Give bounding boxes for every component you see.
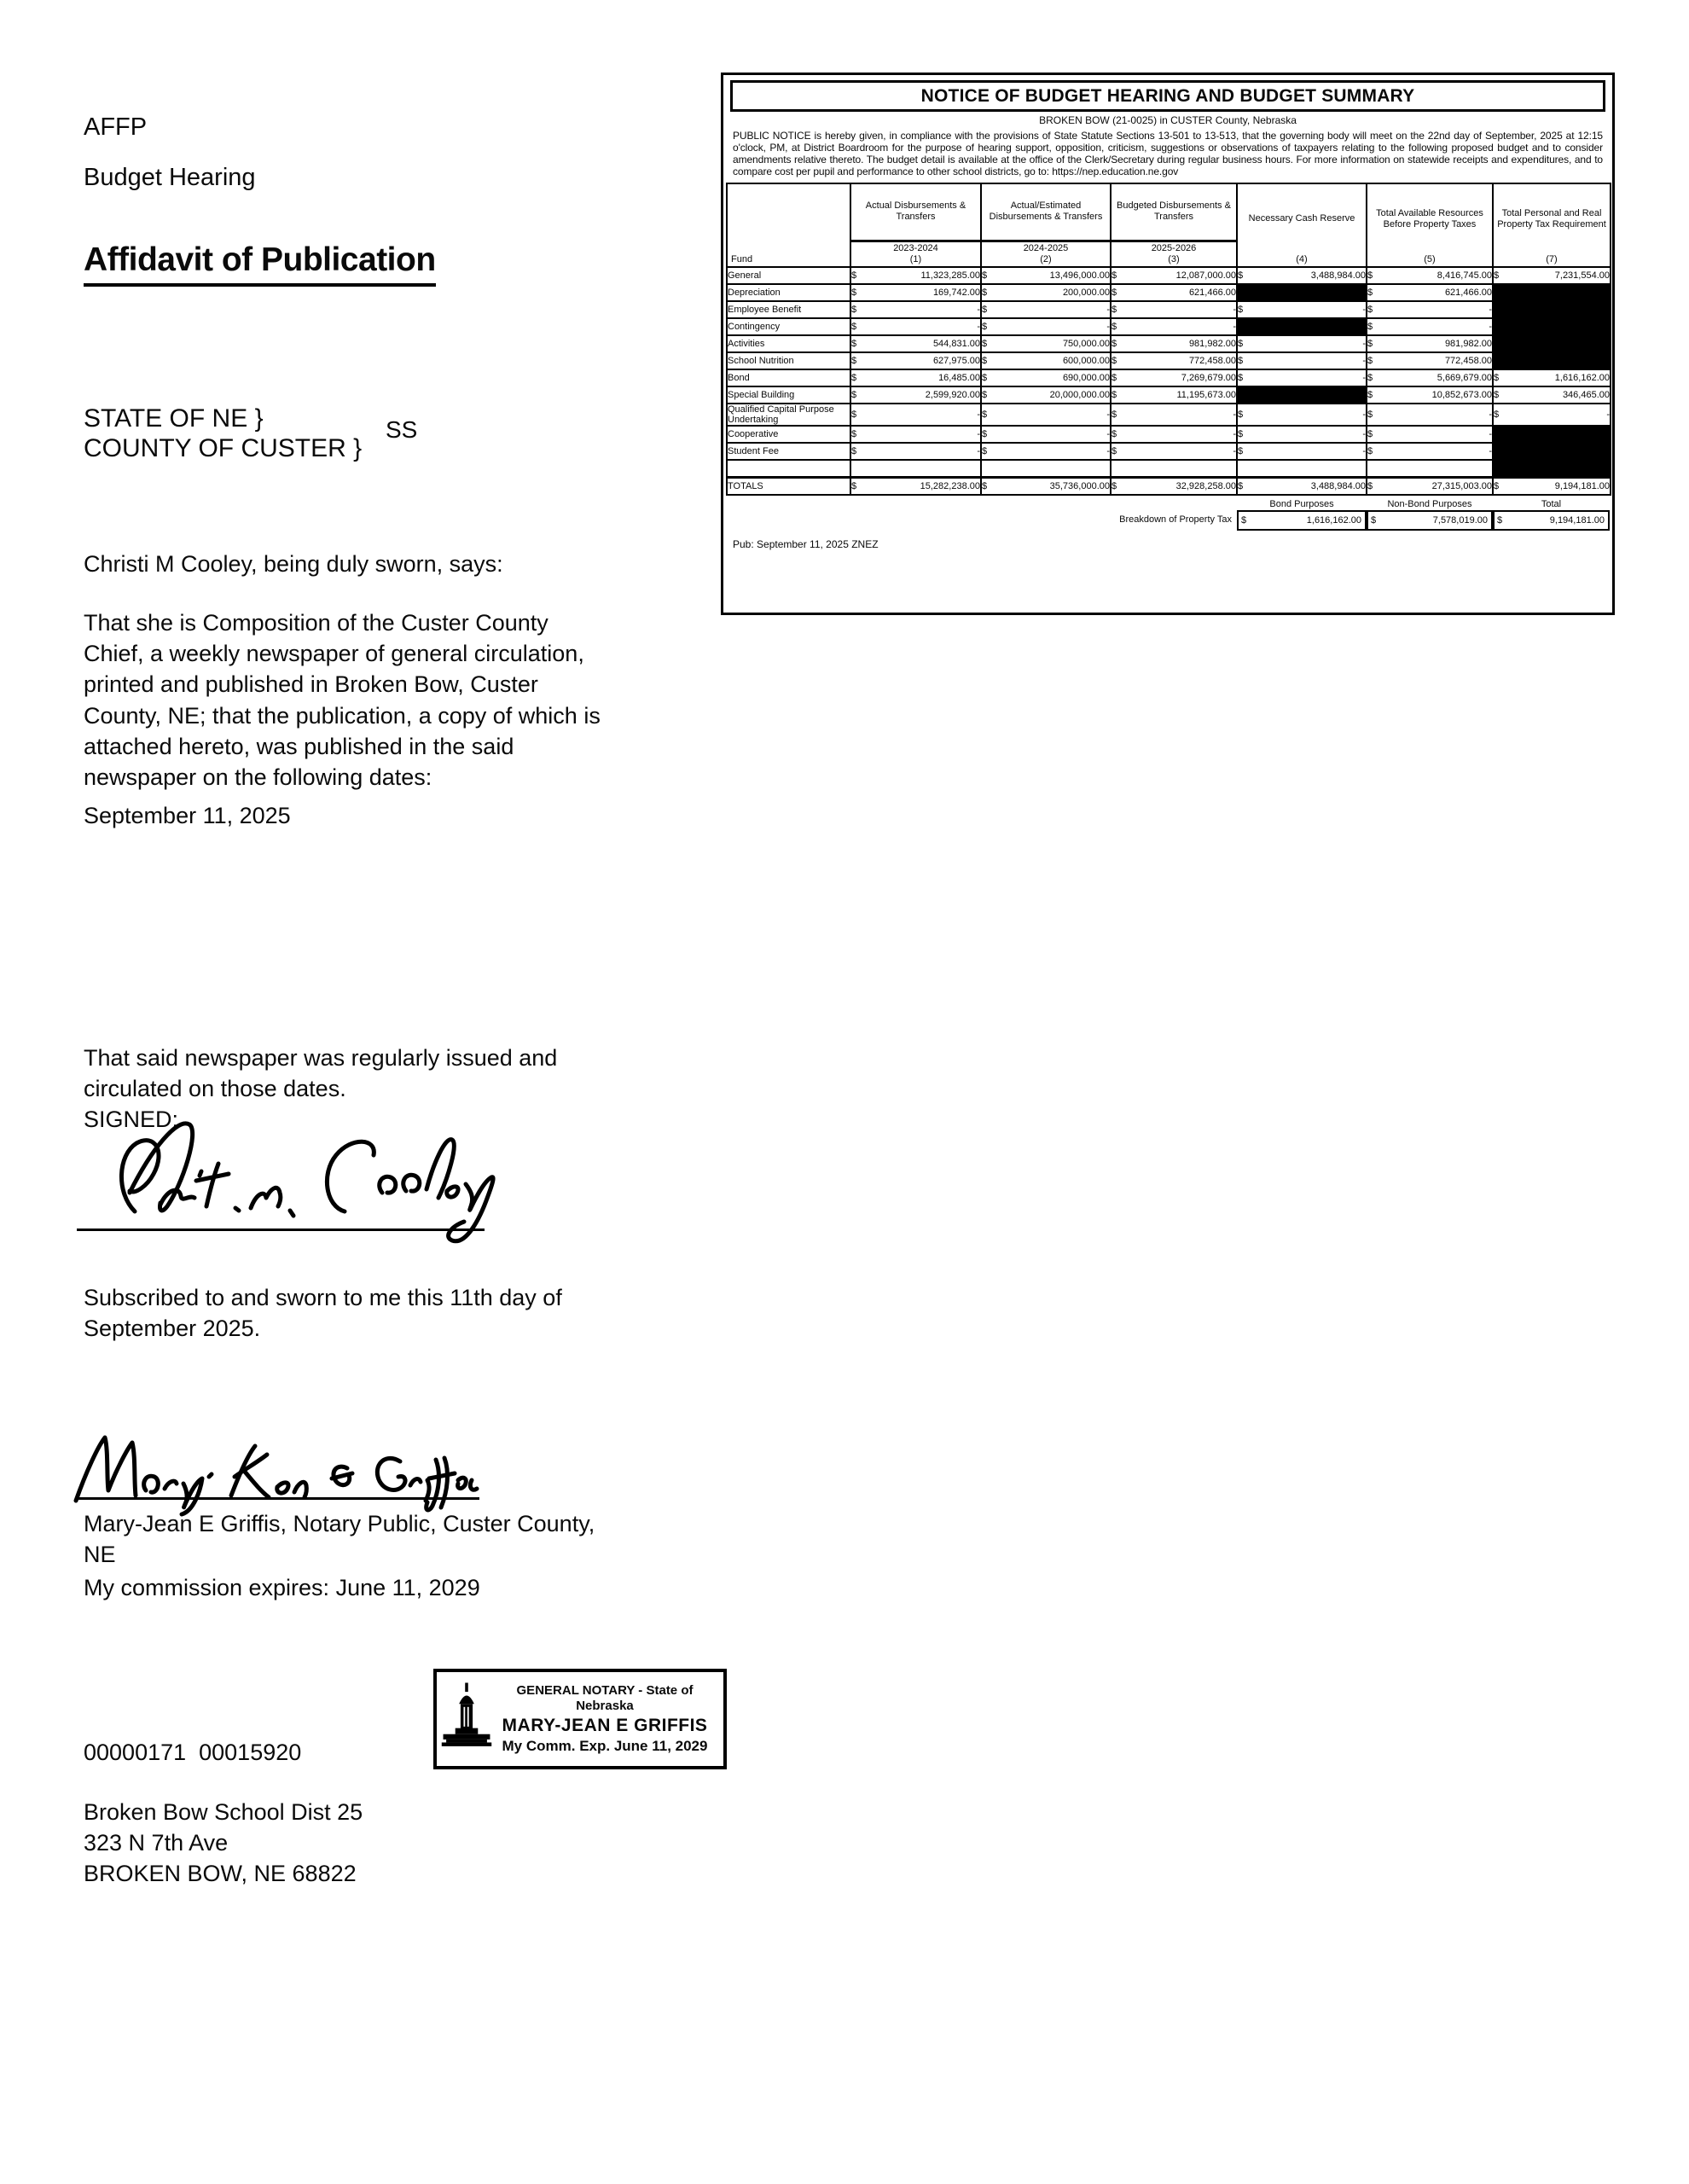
state-line: STATE OF NE } <box>84 404 264 433</box>
table-row <box>727 352 1611 369</box>
amount-cell <box>1367 301 1493 318</box>
amount-cell <box>1493 404 1611 426</box>
amount-value: 32,928,258.00 <box>1175 480 1236 491</box>
col-header-budgeted: Budgeted Disbursements & Transfers 2025-2026 (3) <box>1111 183 1237 267</box>
amount-value: 13,496,000.00 <box>1049 270 1110 281</box>
fund-name-cell: Special Building <box>727 386 850 404</box>
empty-cell <box>1367 460 1493 478</box>
amount-cell <box>850 352 981 369</box>
amount-value: - <box>1362 338 1366 349</box>
amount-value: - <box>1233 321 1236 332</box>
address-line-3: BROKEN BOW, NE 68822 <box>84 1861 357 1887</box>
amount-cell <box>1111 318 1237 335</box>
amount-cell <box>1367 369 1493 386</box>
amount-value: 772,458.00 <box>1444 355 1492 366</box>
currency-symbol: $ <box>1111 355 1117 366</box>
amount-cell <box>1367 404 1493 426</box>
currency-symbol: $ <box>1238 445 1244 456</box>
currency-symbol: $ <box>1238 409 1244 420</box>
signature-mary-jean-griffis <box>64 1412 490 1519</box>
amount-cell <box>1111 267 1237 284</box>
fund-name-cell: Qualified Capital Purpose Undertaking <box>727 404 850 426</box>
currency-symbol: $ <box>851 445 857 456</box>
amount-cell <box>1237 301 1367 318</box>
amount-cell <box>1493 267 1611 284</box>
fund-name-cell: Bond <box>727 369 850 386</box>
amount-cell <box>981 404 1111 426</box>
currency-symbol: $ <box>851 355 857 366</box>
amount-cell <box>1367 284 1493 301</box>
amount-cell <box>1367 267 1493 284</box>
address-line-1: Broken Bow School Dist 25 <box>84 1799 363 1825</box>
subscribed-statement: Subscribed to and sworn to me this 11th day of September 2025. <box>84 1285 562 1342</box>
amount-cell <box>1111 352 1237 369</box>
amount-value: 7,269,679.00 <box>1181 372 1236 383</box>
table-row <box>727 369 1611 386</box>
fund-header-label: Fund <box>731 253 753 264</box>
amount-cell <box>1367 335 1493 352</box>
currency-symbol: $ <box>1367 372 1373 383</box>
amount-value: 11,195,673.00 <box>1176 389 1236 400</box>
amount-value: - <box>1106 304 1110 315</box>
amount-cell <box>1367 352 1493 369</box>
currency-symbol: $ <box>1111 304 1117 315</box>
breakdown-header-total: Total <box>1541 498 1562 509</box>
currency-symbol: $ <box>851 338 857 349</box>
amount-value: 5,669,679.00 <box>1437 372 1492 383</box>
amount-cell <box>850 443 981 460</box>
amount-cell <box>981 318 1111 335</box>
table-row <box>727 318 1611 335</box>
fund-name-cell: Activities <box>727 335 850 352</box>
amount-value: 169,742.00 <box>932 287 980 298</box>
currency-symbol: $ <box>1111 445 1117 456</box>
amount-cell <box>1367 318 1493 335</box>
circulation-statement: That said newspaper was regularly issued and circulated on those dates. <box>84 1045 558 1102</box>
redacted-cell <box>1493 443 1611 460</box>
breakdown-header-nonbond: Non-Bond Purposes <box>1387 498 1472 509</box>
currency-symbol: $ <box>1238 270 1244 281</box>
currency-symbol: $ <box>1367 304 1373 315</box>
currency-symbol: $ <box>982 321 988 332</box>
amount-value: 2,599,920.00 <box>925 389 980 400</box>
amount-value: 16,485.00 <box>938 372 980 383</box>
notice-subtitle: BROKEN BOW (21-0025) in CUSTER County, Nebraska <box>1039 114 1297 126</box>
amount-value: - <box>1106 321 1110 332</box>
fund-name-cell: Cooperative <box>727 426 850 443</box>
venue-block <box>84 404 362 464</box>
amount-value: - <box>1362 428 1366 439</box>
amount-cell <box>1111 335 1237 352</box>
currency-symbol: $ <box>851 389 857 400</box>
property-tax-breakdown <box>726 497 1610 531</box>
amount-value: 3,488,984.00 <box>1310 270 1366 281</box>
table-row <box>727 426 1611 443</box>
amount-value: - <box>1233 304 1236 315</box>
amount-value: 750,000.00 <box>1062 338 1110 349</box>
amount-cell <box>850 426 981 443</box>
empty-cell <box>850 460 981 478</box>
currency-symbol: $ <box>1367 287 1373 298</box>
table-row <box>727 404 1611 426</box>
signature-christi-cooley <box>111 1102 520 1247</box>
amount-value: 8,416,745.00 <box>1437 270 1492 281</box>
currency-symbol: $ <box>982 445 988 456</box>
publisher-address <box>84 1797 606 1890</box>
col-header-total-resources: Total Available Resources Before Property Taxes (5) <box>1367 183 1493 267</box>
currency-symbol: $ <box>1111 270 1117 281</box>
currency-symbol: $ <box>1367 338 1373 349</box>
currency-symbol: $ <box>1111 372 1117 383</box>
ss-label: SS <box>386 416 418 443</box>
stamp-line3: My Comm. Exp. June 11, 2029 <box>502 1738 708 1755</box>
amount-value: 20,000,000.00 <box>1049 389 1110 400</box>
affp-tag: AFFP <box>84 113 148 141</box>
empty-cell <box>981 460 1111 478</box>
amount-cell <box>1111 426 1237 443</box>
currency-symbol: $ <box>1238 428 1244 439</box>
amount-value: - <box>1489 409 1492 420</box>
currency-symbol: $ <box>851 409 857 420</box>
breakdown-value-total: $ 9,194,181.00 <box>1493 510 1610 531</box>
currency-symbol: $ <box>1238 304 1244 315</box>
amount-value: 981,982.00 <box>1444 338 1492 349</box>
currency-symbol: $ <box>982 409 988 420</box>
currency-symbol: $ <box>1367 428 1373 439</box>
amount-cell <box>1493 386 1611 404</box>
amount-cell <box>1237 335 1367 352</box>
currency-symbol: $ <box>851 287 857 298</box>
redacted-cell <box>1493 460 1611 478</box>
amount-cell <box>1367 386 1493 404</box>
amount-value: - <box>977 304 980 315</box>
amount-value: 7,231,554.00 <box>1554 270 1610 281</box>
currency-symbol: $ <box>1367 389 1373 400</box>
amount-value: 772,458.00 <box>1188 355 1236 366</box>
amount-cell <box>850 477 981 495</box>
notary-caption: Mary-Jean E Griffis, Notary Public, Custer County, NE <box>84 1511 595 1568</box>
amount-cell <box>1493 369 1611 386</box>
amount-cell <box>1237 426 1367 443</box>
amount-value: 981,982.00 <box>1188 338 1236 349</box>
affidavit-body-paragraph: That she is Composition of the Custer County Chief, a weekly newspaper of general circulation, printed and published in Broken Bow, Custer County, NE; that the publication, a copy of which is attached hereto, was published in the said newspaper on the following dates: <box>84 610 601 790</box>
redacted-cell <box>1237 318 1367 335</box>
currency-symbol: $ <box>1494 389 1500 400</box>
amount-value: 3,488,984.00 <box>1310 480 1366 491</box>
currency-symbol: $ <box>982 389 988 400</box>
currency-symbol: $ <box>1111 480 1117 491</box>
currency-symbol: $ <box>851 270 857 281</box>
col-header-fund <box>727 183 850 267</box>
amount-value: - <box>1233 445 1236 456</box>
currency-symbol: $ <box>851 321 857 332</box>
fund-name-cell: School Nutrition <box>727 352 850 369</box>
publication-date: September 11, 2025 <box>84 803 291 828</box>
amount-cell <box>1111 284 1237 301</box>
amount-cell <box>981 267 1111 284</box>
amount-value: - <box>1362 372 1366 383</box>
currency-symbol: $ <box>982 480 988 491</box>
amount-value: 1,616,162.00 <box>1554 372 1610 383</box>
amount-value: 11,323,285.00 <box>920 270 980 281</box>
amount-cell <box>1111 369 1237 386</box>
fund-name-cell: Depreciation <box>727 284 850 301</box>
amount-cell <box>1111 301 1237 318</box>
table-row <box>727 335 1611 352</box>
amount-cell <box>1111 477 1237 495</box>
currency-symbol: $ <box>1367 480 1373 491</box>
breakdown-label: Breakdown of Property Tax <box>1119 514 1232 525</box>
amount-cell <box>1237 352 1367 369</box>
amount-cell <box>850 301 981 318</box>
amount-cell <box>850 404 981 426</box>
amount-value: - <box>1362 304 1366 315</box>
amount-cell <box>1237 369 1367 386</box>
amount-value: 621,466.00 <box>1188 287 1236 298</box>
currency-symbol: $ <box>851 372 857 383</box>
amount-value: 200,000.00 <box>1062 287 1110 298</box>
currency-symbol: $ <box>1494 372 1500 383</box>
county-line: COUNTY OF CUSTER } <box>84 434 363 463</box>
currency-symbol: $ <box>1367 321 1373 332</box>
amount-value: - <box>1106 445 1110 456</box>
amount-cell <box>850 267 981 284</box>
table-row <box>727 267 1611 284</box>
amount-cell <box>981 335 1111 352</box>
table-row-spacer <box>727 460 1611 478</box>
breakdown-header-bond: Bond Purposes <box>1269 498 1334 509</box>
table-row <box>727 386 1611 404</box>
budget-table-header-row <box>727 183 1611 267</box>
redacted-cell <box>1493 301 1611 318</box>
signature2-line <box>77 1497 479 1500</box>
amount-cell <box>981 426 1111 443</box>
currency-symbol: $ <box>1111 338 1117 349</box>
amount-cell <box>850 369 981 386</box>
address-line-2: 323 N 7th Ave <box>84 1830 229 1856</box>
notice-title: NOTICE OF BUDGET HEARING AND BUDGET SUMMARY <box>730 80 1605 112</box>
fund-name-cell: Employee Benefit <box>727 301 850 318</box>
empty-cell <box>1111 460 1237 478</box>
budget-summary-table <box>726 183 1611 496</box>
amount-cell <box>981 386 1111 404</box>
amount-value: 346,465.00 <box>1562 389 1610 400</box>
table-row <box>727 443 1611 460</box>
currency-symbol: $ <box>1111 428 1117 439</box>
currency-symbol: $ <box>982 372 988 383</box>
commission-expiration: My commission expires: June 11, 2029 <box>84 1575 480 1600</box>
currency-symbol: $ <box>1494 409 1500 420</box>
redacted-cell <box>1493 335 1611 352</box>
amount-value: - <box>1362 409 1366 420</box>
amount-value: 690,000.00 <box>1062 372 1110 383</box>
currency-symbol: $ <box>1238 338 1244 349</box>
amount-value: 10,852,673.00 <box>1431 389 1492 400</box>
amount-value: - <box>1106 409 1110 420</box>
redacted-cell <box>1493 426 1611 443</box>
breakdown-value-bond: $ 1,616,162.00 <box>1237 510 1367 531</box>
currency-symbol: $ <box>1238 480 1244 491</box>
amount-value: - <box>977 445 980 456</box>
sworn-intro: Christi M Cooley, being duly sworn, says: <box>84 551 503 577</box>
currency-symbol: $ <box>982 304 988 315</box>
amount-cell <box>1111 443 1237 460</box>
amount-cell <box>850 284 981 301</box>
amount-value: - <box>1489 428 1492 439</box>
amount-value: - <box>977 428 980 439</box>
amount-cell <box>1493 477 1611 495</box>
stamp-line1: GENERAL NOTARY - State of Nebraska <box>516 1682 694 1714</box>
table-row-totals <box>727 477 1611 495</box>
redacted-cell <box>1493 284 1611 301</box>
amount-value: 35,736,000.00 <box>1049 480 1110 491</box>
currency-symbol: $ <box>1111 389 1117 400</box>
amount-value: - <box>977 409 980 420</box>
amount-value: 621,466.00 <box>1444 287 1492 298</box>
amount-cell <box>850 335 981 352</box>
amount-value: 544,831.00 <box>932 338 980 349</box>
amount-cell <box>1237 443 1367 460</box>
amount-value: - <box>1489 321 1492 332</box>
amount-value: - <box>1362 355 1366 366</box>
amount-cell <box>850 386 981 404</box>
amount-value: 9,194,181.00 <box>1554 480 1610 491</box>
amount-cell <box>1237 477 1367 495</box>
col-header-cash-reserve: Necessary Cash Reserve (4) <box>1237 183 1367 267</box>
col-header-tax-requirement: Total Personal and Real Property Tax Requirement (7) <box>1493 183 1611 267</box>
amount-value: 12,087,000.00 <box>1175 270 1236 281</box>
amount-cell <box>1367 477 1493 495</box>
fund-name-cell <box>727 460 850 478</box>
amount-cell <box>981 443 1111 460</box>
amount-cell <box>1367 443 1493 460</box>
currency-symbol: $ <box>1494 270 1500 281</box>
amount-cell <box>981 369 1111 386</box>
fund-name-cell: Contingency <box>727 318 850 335</box>
reference-numbers: 00000171 00015920 <box>84 1740 302 1765</box>
amount-value: - <box>1606 409 1610 420</box>
amount-value: - <box>1362 445 1366 456</box>
currency-symbol: $ <box>982 287 988 298</box>
amount-value: 15,282,238.00 <box>920 480 980 491</box>
currency-symbol: $ <box>1367 270 1373 281</box>
currency-symbol: $ <box>1238 372 1244 383</box>
amount-cell <box>1111 404 1237 426</box>
amount-cell <box>1111 386 1237 404</box>
breakdown-value-nonbond: $ 7,578,019.00 <box>1367 510 1493 531</box>
budget-table-body <box>727 267 1611 495</box>
amount-value: - <box>1233 409 1236 420</box>
page-title: Affidavit of Publication <box>84 241 436 287</box>
currency-symbol: $ <box>982 428 988 439</box>
amount-cell <box>981 284 1111 301</box>
budget-notice-clipping <box>721 73 1615 615</box>
amount-cell <box>1237 404 1367 426</box>
amount-value: - <box>1489 445 1492 456</box>
table-row <box>727 301 1611 318</box>
amount-value: 600,000.00 <box>1062 355 1110 366</box>
fund-name-cell: TOTALS <box>727 477 850 495</box>
empty-cell <box>1237 460 1367 478</box>
currency-symbol: $ <box>1238 355 1244 366</box>
currency-symbol: $ <box>1494 480 1500 491</box>
redacted-cell <box>1493 318 1611 335</box>
amount-cell <box>1237 267 1367 284</box>
currency-symbol: $ <box>851 428 857 439</box>
amount-value: - <box>1106 428 1110 439</box>
currency-symbol: $ <box>982 270 988 281</box>
amount-cell <box>981 301 1111 318</box>
amount-value: - <box>1489 304 1492 315</box>
amount-value: 627,975.00 <box>932 355 980 366</box>
amount-cell <box>850 318 981 335</box>
currency-symbol: $ <box>982 355 988 366</box>
currency-symbol: $ <box>982 338 988 349</box>
currency-symbol: $ <box>1111 287 1117 298</box>
amount-cell <box>981 477 1111 495</box>
table-row <box>727 284 1611 301</box>
amount-value: - <box>1233 428 1236 439</box>
currency-symbol: $ <box>1367 445 1373 456</box>
currency-symbol: $ <box>1367 355 1373 366</box>
redacted-cell <box>1493 352 1611 369</box>
amount-value: 27,315,003.00 <box>1431 480 1492 491</box>
signed-label: SIGNED: <box>84 1107 179 1132</box>
redacted-cell <box>1237 284 1367 301</box>
redacted-cell <box>1237 386 1367 404</box>
fund-name-cell: General <box>727 267 850 284</box>
budget-hearing-tag: Budget Hearing <box>84 164 256 191</box>
amount-cell <box>981 352 1111 369</box>
currency-symbol: $ <box>1111 321 1117 332</box>
fund-name-cell: Student Fee <box>727 443 850 460</box>
amount-cell <box>1367 426 1493 443</box>
signature1-line <box>77 1228 485 1231</box>
notice-body-paragraph: PUBLIC NOTICE is hereby given, in compliance with the provisions of State Statute Sections 13-501 to 13-513, that the governing body will meet on the 22nd day of September, 2025 at 12:15 o'clock, PM, at District Boardroom for the purpose of hearing support, opposition, criticism, suggestions or observations of taxpayers relating to the following proposed budget and to consider amendments relative thereto. The budget detail is available at the office of the Clerk/Secretary during regular business hours. For more information on statewide receipts and expenditures, and to compare cost per pupil and performance to other school districts, go to: https://nep.education.ne.gov <box>733 130 1603 178</box>
amount-value: - <box>977 321 980 332</box>
col-header-actual-estimated: Actual/Estimated Disbursements & Transfers 2024-2025 (2) <box>981 183 1111 267</box>
col-header-actual: Actual Disbursements & Transfers 2023-2024 (1) <box>850 183 981 267</box>
currency-symbol: $ <box>851 480 857 491</box>
currency-symbol: $ <box>851 304 857 315</box>
currency-symbol: $ <box>1367 409 1373 420</box>
currency-symbol: $ <box>1111 409 1117 420</box>
stamp-line2: MARY-JEAN E GRIFFIS <box>502 1716 708 1735</box>
publication-footer: Pub: September 11, 2025 ZNEZ <box>733 537 879 550</box>
